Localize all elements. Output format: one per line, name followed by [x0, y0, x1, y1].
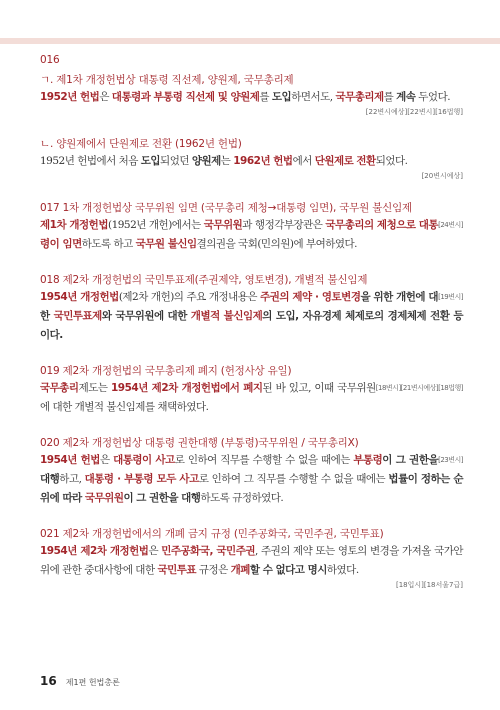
- text-segment: 를: [383, 91, 397, 103]
- text-segment: 하도록 규정하였다.: [200, 492, 284, 504]
- text-segment: 에서: [292, 155, 315, 167]
- entry-021: [40, 526, 463, 591]
- text-segment: 의 도입, 자유경제 체제로의 경제체제 전환 등이다.: [40, 310, 463, 341]
- text-segment: 은: [99, 91, 112, 103]
- entry-heading: 019 제2차 개정헌법의 국무총리제 폐지 (헌정사상 유일): [40, 365, 292, 377]
- text-segment: 1952년 헌법: [40, 91, 100, 103]
- entry-source: [22변시예상][22변시][16법행]: [365, 108, 463, 116]
- text-segment: 은: [99, 454, 114, 466]
- text-segment: 제도는: [78, 382, 111, 394]
- entry-heading: ㄴ. 양원제에서 단원제로 전환 (1962년 헌법): [40, 138, 242, 150]
- text-segment: 국무위원: [84, 492, 124, 504]
- text-segment: 로 인하여 그 직무를 수행할 수 없을 때에는: [198, 473, 389, 485]
- text-segment: (1952년 개헌)에서는: [107, 219, 204, 231]
- text-segment: 로 인하여 직무를 수행할 수 없을 때에는: [174, 454, 354, 466]
- entry-016b: [40, 136, 463, 182]
- entry-017: [40, 200, 463, 254]
- text-segment: 된 바 있고, 이때 국무위원에 대한 개별적 불신임제를 채택하였다.: [40, 382, 376, 413]
- text-segment: 1962년 헌법: [233, 155, 293, 167]
- text-segment: 국민투표제: [53, 310, 102, 322]
- entry-body-text: [40, 219, 438, 250]
- entry-heading: 021 제2차 개정헌법에서의 개폐 금지 규정 (민주공화국, 국민주권, 국민투표): [40, 528, 384, 540]
- entry-018: [40, 272, 463, 345]
- text-segment: 를: [259, 91, 272, 103]
- text-segment: 민주공화국, 국민주권: [161, 545, 255, 557]
- chapter-title: 제1편 헌법총론: [65, 678, 120, 687]
- text-segment: , 주권의 제약 또는 영토의 변경을 가져올 국가안위에 관한 중대사항에 대한: [40, 545, 464, 576]
- entry-source: [18변시][21변시예상][18법행]: [375, 384, 463, 392]
- text-segment: 하고,: [59, 473, 85, 485]
- text-segment: 하도록 하고: [81, 238, 136, 250]
- entry-heading: 017 1차 개정헌법상 국무위원 임면 (국무총리 제청→대통령 임면), 국무원 불신임제: [40, 202, 412, 214]
- page-footer: [40, 670, 120, 689]
- entry-body: [40, 379, 463, 417]
- entry-source: [23변시]: [438, 456, 463, 464]
- text-segment: 되었다.: [375, 155, 408, 167]
- text-segment: 은: [148, 545, 162, 557]
- entry-number: 016: [40, 54, 60, 66]
- text-segment: 국무원 불신임: [135, 238, 197, 250]
- text-segment: 하였다.: [326, 564, 359, 576]
- entry-016: [40, 52, 463, 118]
- text-segment: (제2차 개헌)의 주요 개정내용은: [118, 291, 261, 303]
- text-segment: 하면서도,: [291, 91, 336, 103]
- text-segment: 개폐: [230, 564, 250, 576]
- entry-body: [40, 288, 463, 345]
- entry-body: [40, 152, 463, 171]
- text-segment: 국무총리: [40, 382, 79, 394]
- text-segment: 부통령: [353, 454, 383, 466]
- entry-020: [40, 435, 463, 508]
- text-segment: 국무총리제: [335, 91, 384, 103]
- entry-source: [20변시예상]: [421, 172, 463, 180]
- text-segment: 개별적 불신임제: [190, 310, 263, 322]
- entry-heading: 018 제2차 개정헌법의 국민투표제(주권제약, 영토변경), 개별적 불신임제: [40, 274, 368, 286]
- text-segment: 을 위한 개헌에 대한: [40, 291, 439, 322]
- text-segment: 도입: [140, 155, 161, 167]
- entry-body-text: [40, 382, 376, 413]
- text-segment: 할 수 없다고 명시: [249, 564, 327, 576]
- text-segment: 과 행정각부장관은: [242, 219, 326, 231]
- text-segment: 되었던: [160, 155, 192, 167]
- text-segment: 양원제: [191, 155, 221, 167]
- text-segment: 대통령이 사고: [113, 454, 175, 466]
- text-segment: 규정은: [196, 564, 231, 576]
- text-segment: 1954년 헌법: [40, 454, 100, 466]
- page-content: [40, 52, 463, 609]
- entry-body: [40, 542, 463, 580]
- entry-heading: ㄱ. 제1차 개정헌법상 대통령 직선제, 양원제, 국무총리제: [40, 74, 294, 86]
- text-segment: 두었다.: [415, 91, 451, 103]
- entry-body: [40, 451, 463, 508]
- text-segment: 국무위원: [203, 219, 243, 231]
- text-segment: 와 국무위원에 대한: [101, 310, 191, 322]
- text-segment: 1954년 제2차 개정헌법: [40, 545, 149, 557]
- text-segment: 도입: [271, 91, 292, 103]
- text-segment: 이 그 권한을 대행: [40, 454, 439, 485]
- text-segment: 이 그 권한을 대행: [123, 492, 201, 504]
- text-segment: 계속: [396, 91, 416, 103]
- text-segment: 1952년 헌법에서 처음: [40, 155, 141, 167]
- text-segment: 1954년 개정헌법: [40, 291, 119, 303]
- entry-source: [18입시][18서울7급]: [395, 581, 463, 589]
- entry-heading: 020 제2차 개정헌법상 대통령 권한대행 (부통령)국무위원 / 국무총리X): [40, 437, 359, 449]
- entry-body: [40, 216, 463, 254]
- top-accent-bar: [0, 38, 500, 44]
- text-segment: 대통령과 부통령 직선제 및 양원제: [111, 91, 260, 103]
- text-segment: 대통령 · 부통령 모두 사고: [84, 473, 199, 485]
- entry-source: [19변시]: [438, 293, 463, 301]
- text-segment: 국무총리의 제청으로 대통령이 임면: [40, 219, 439, 250]
- entry-019: [40, 363, 463, 417]
- entry-body: [40, 88, 463, 107]
- text-segment: 1954년 제2차 개정헌법에서 폐지: [111, 382, 263, 394]
- text-segment: 결의권을 국회(민의원)에 부여하였다.: [196, 238, 357, 250]
- text-segment: 단원제로 전환: [314, 155, 376, 167]
- entry-body-text: [40, 454, 463, 504]
- text-segment: 국민투표: [157, 564, 197, 576]
- entry-body-text: [40, 291, 463, 341]
- text-segment: 제1차 개정헌법: [40, 219, 108, 231]
- text-segment: 법률이 정하는 순위에 따라: [40, 473, 463, 504]
- entry-source: [24변시]: [438, 221, 463, 229]
- text-segment: 주권의 제약 · 영토변경: [260, 291, 361, 303]
- text-segment: 는: [220, 155, 234, 167]
- page-number: 16: [40, 674, 57, 688]
